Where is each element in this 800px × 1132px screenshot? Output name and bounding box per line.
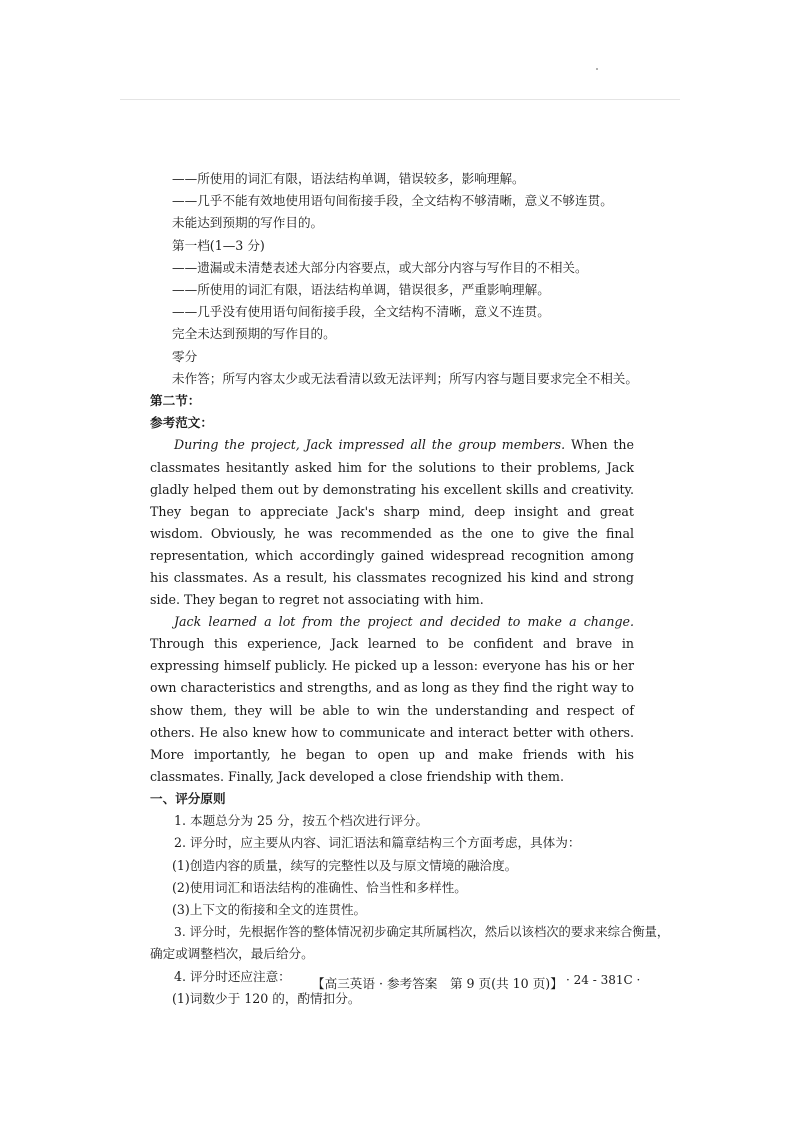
criteria-line: ——几乎没有使用语句间衔接手段，全文结构不清晰，意义不连贯。 (172, 304, 550, 320)
criteria-line: ——遗漏或未清楚表述大部分内容要点，或大部分内容与写作目的不相关。 (172, 259, 588, 275)
criteria-line: 未作答；所写内容太少或无法看清以致无法评判；所写内容与题目要求完全不相关。 (172, 370, 638, 386)
principle-line: (3)上下文的衔接和全文的连贯性。 (172, 901, 367, 917)
principles-heading: 一、评分原则 (150, 790, 226, 806)
paragraph-lead: During the project, Jack impressed all the group members. (174, 437, 566, 453)
criteria-line: ——几乎不能有效地使用语句间衔接手段，全文结构不够清晰，意义不够连贯。 (172, 193, 613, 209)
principle-line: 2. 评分时，应主要从内容、词汇语法和篇章结构三个方面考虑，具体为： (174, 835, 581, 851)
principle-line: (1)词数少于 120 的，酌情扣分。 (172, 990, 361, 1006)
sample-heading: 参考范文： (150, 415, 213, 431)
scan-speck (596, 68, 598, 70)
criteria-line: 未能达到预期的写作目的。 (172, 215, 324, 231)
sample-paragraph-2 (150, 611, 634, 788)
paragraph-lead: Jack learned a lot from the project and decided to make a change. (174, 614, 634, 630)
header-rule (120, 99, 680, 100)
principle-line: 4. 评分时还应注意： (174, 968, 291, 984)
principle-line: (2)使用词汇和语法结构的准确性、恰当性和多样性。 (172, 879, 467, 895)
criteria-line: 完全未达到预期的写作目的。 (172, 326, 336, 342)
sample-paragraph-1 (150, 434, 634, 611)
page-footer: 【高三英语 · 参考答案 第 9 页(共 10 页)】 (312, 976, 563, 991)
grade-heading: 第一档(1—3 分) (172, 237, 265, 253)
principle-line: 1. 本题总分为 25 分，按五个档次进行评分。 (174, 813, 429, 829)
paragraph-body: When the classmates hesitantly asked him for the solutions to their problems, Jack gladly helped them out by demonstrating his excellent skills and creativity. They began to appreciate Jack's sharp mind, deep insight and great wisdom. Obviously, he was recommended as the one to give the final representation, which accordingly gained widespread recognition among his classmates. As a result, his classmates recognized his kind and strong side. They began to regret not associating with him. (150, 437, 634, 608)
principle-line: 确定或调整档次，最后给分。 (150, 946, 314, 962)
paper-code: · 24 - 381C · (566, 973, 641, 987)
criteria-line: ——所使用的词汇有限，语法结构单调，错误很多，严重影响理解。 (172, 282, 550, 298)
zero-grade-heading: 零分 (172, 348, 198, 364)
principle-line: (1)创造内容的质量，续写的完整性以及与原文情境的融洽度。 (172, 857, 518, 873)
document-page (150, 168, 670, 1010)
principle-line: 3. 评分时，先根据作答的整体情况初步确定其所属档次，然后以该档次的要求来综合衡量， (174, 925, 670, 940)
paragraph-body: Through this experience, Jack learned to be confident and brave in expressing himself publicly. He picked up a lesson: everyone has his or her own characteristics and strengths, and as long as they find the right way to show them, they will be able to win the understanding and respect of others. He also knew how to communicate and interact better with others. More importantly, he began to open up and make friends with his classmates. Finally, Jack developed a close friendship with them. (150, 636, 634, 784)
criteria-line: ——所使用的词汇有限，语法结构单调，错误较多，影响理解。 (172, 171, 525, 186)
section-heading: 第二节： (150, 393, 201, 409)
